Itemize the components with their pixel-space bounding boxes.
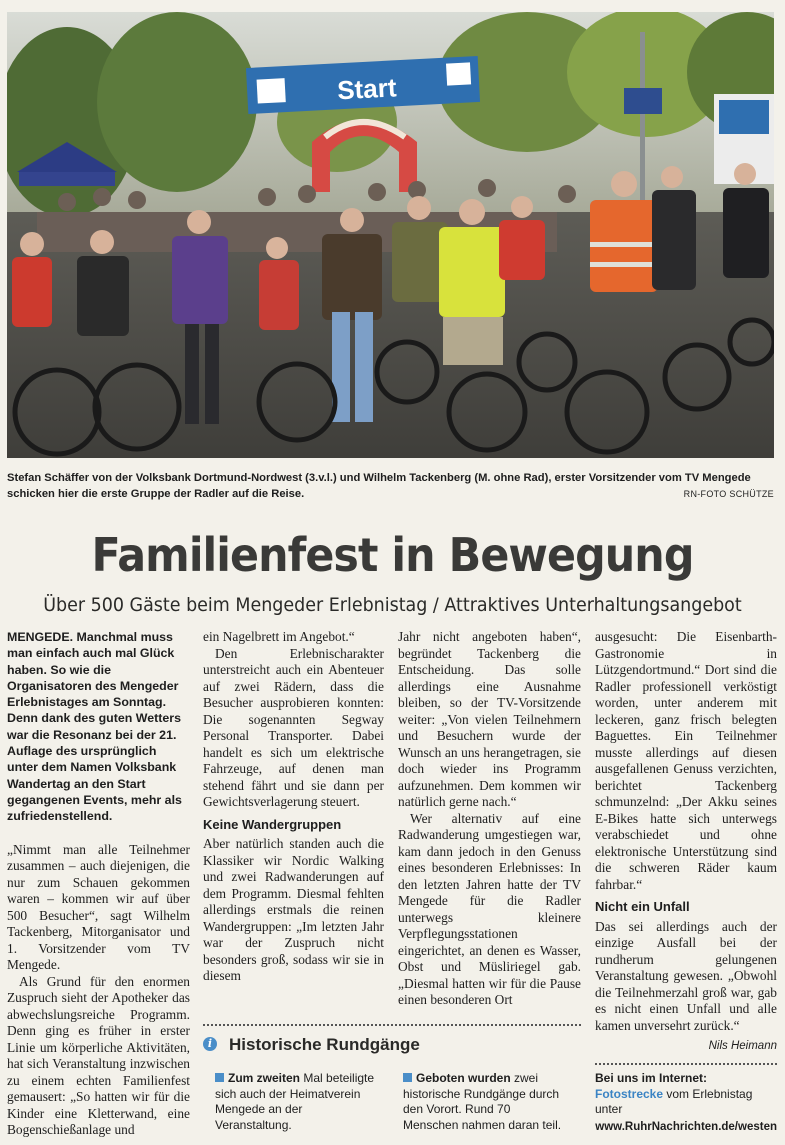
internet-heading: Bei uns im Internet: bbox=[595, 1071, 708, 1085]
info-item-text: zwei historische Rundgänge durch den Vorort. Rund 70 Menschen nahmen daran teil. bbox=[403, 1071, 562, 1132]
info-item-bold: Geboten wurden bbox=[416, 1071, 511, 1085]
photo-caption bbox=[7, 470, 774, 502]
subtitle: Über 500 Gäste beim Mengeder Erlebnistag / Attraktives Unterhaltungsangebot bbox=[43, 594, 742, 616]
internet-box bbox=[595, 1063, 777, 1135]
info-box bbox=[203, 1024, 581, 1142]
bullet-square-icon bbox=[215, 1073, 224, 1082]
paragraph: Den Erlebnischarakter unterstreicht auch ein Abenteuer auf zwei Rädern, dass die Besucher ausprobieren konnten: Die sogenannten Segway Personal Transporter. Dabei handelt es sich um elektrische Fahrzeuge, auf denen man stehend fährt und sie dann per Gewichtsverlagerung steuert. bbox=[203, 645, 384, 809]
info-item bbox=[215, 1071, 381, 1133]
paragraph: Wer alternativ auf eine Radwanderung umgestiegen war, kam dann jedoch in den Genuss eines besonderen Erlebnisses: In den letzten Jahren hatte der TV Mengede für die Radler unterwegs kleinere Verpflegungsstationen eingerichtet, an denen es Wasser, Obst und Müsliriegel gab. „Diesmal hatten wir für die Pause einen besonderen Ort bbox=[398, 810, 581, 1007]
banner-text: Start bbox=[336, 72, 398, 106]
paragraph: Als Grund für den enormen Zuspruch sieht der Apotheker das abwechslungsreiche Programm. Denn ging es früher in erster Linie um körperliche Aktivitäten, hat sich Veranstaltung inzwischen zu einem echten Familienfest gemausert: „So hatten wir für die Kinder eine Kletterwand, eine Bogenschießanlage und bbox=[7, 973, 190, 1138]
website-url[interactable]: www.RuhrNachrichten.de/westen bbox=[595, 1120, 777, 1133]
paragraph: ausgesucht: Die Eisenbarth-Gastronomie in Lützgendortmund.“ Dort sind die Radler professionell verköstigt worden, unter anderem mit leckeren, ganz frisch belegten Baguettes. Ein Teilnehmer musste allerdings auf diesen ausgefallenen Genuss verzichten, berichtet Tackenberg schmunzelnd: „Der Akku seines E-Bikes hatte sich unterwegs verabschiedet und ohne elektronische Unterstützung sind die schweren Räder kaum fahrbar.“ bbox=[595, 629, 777, 892]
photo-credit: RN-FOTO SCHÜTZE bbox=[683, 489, 774, 499]
subheading-wandergruppen: Keine Wandergruppen bbox=[203, 816, 342, 832]
caption-text: Stefan Schäffer von der Volksbank Dortmund-Nordwest (3.v.l.) und Wilhelm Tackenberg (M. ohne Rad), erster Vorsitzender vom TV Mengede schicken hier die erste Gruppe der Radler auf die Reise. bbox=[7, 472, 751, 500]
info-item-bold: Zum zweiten bbox=[228, 1071, 301, 1085]
author-name: Nils Heimann bbox=[708, 1040, 777, 1052]
paragraph: „Nimmt man alle Teilnehmer zusammen – auch diejenigen, die nur zum Schauen gekommen waren – kommen wir auf über 500 Besucher“, sagt Wilhelm Tackenberg, Mitorganisator und 1. Vorsitzender vom TV Mengede. bbox=[7, 841, 190, 973]
headline: Familienfest in Bewegung bbox=[91, 528, 694, 582]
article-column-1 bbox=[7, 629, 190, 1139]
info-item-text: Mal beteiligte sich auch der Heimatverein Mengede an der Veranstaltung. bbox=[215, 1071, 375, 1132]
info-box-title: Historische Rundgänge bbox=[229, 1035, 420, 1054]
paragraph: Jahr nicht angeboten haben“, begründet Tackenberg die Entscheidung. Das solle allerdings eine Ausnahme bleiben, so der TV-Vorsitzende weiter: „Von vielen Teilnehmern und Besuchern wurde der Wunsch an uns herangetragen, sie doch wieder ins Programm aufzunehmen. Dem kommen wir natürlich gerne nach.“ bbox=[398, 629, 581, 809]
photo-illustration bbox=[7, 12, 774, 458]
paragraph: ein Nagelbrett im Angebot.“ bbox=[203, 629, 355, 644]
lead-paragraph: MENGEDE. Manchmal muss man einfach auch mal Glück haben. So wie die Organisatoren des Mengeder Erlebnistages am Sonntag. Denn dank des guten Wetters war die Resonanz bei der 21. Auflage des ursprünglich unter dem Namen Volksbank Wandertag an den Start gegangenen Events, mehr als zufriedenstellend. bbox=[7, 630, 182, 824]
info-icon: i bbox=[203, 1037, 217, 1051]
info-item bbox=[403, 1071, 569, 1133]
paragraph: Aber natürlich standen auch die Klassiker wir Nordic Walking und zwei Radwanderungen auf dem Programm. Diesmal fehlten allerdings erstmals die reinen Wandergruppen: „Im letzten Jahr war der Zuspruch nicht besonders groß, sodass wir sie in diesem bbox=[203, 836, 384, 983]
bullet-square-icon bbox=[403, 1073, 412, 1082]
paragraph: Das sei allerdings auch der einzige Ausfall bei der rundherum gelungenen Veranstaltung gewesen. „Obwohl die Teilnehmerzahl groß war, gab es nicht einen Unfall und alle kamen unversehrt zurück.“ bbox=[595, 918, 777, 1033]
article-column-2 bbox=[203, 629, 384, 985]
subheading-unfall: Nicht ein Unfall bbox=[595, 899, 690, 914]
article-column-3 bbox=[398, 629, 581, 1009]
article-column-4 bbox=[595, 629, 777, 1055]
news-photo bbox=[7, 12, 774, 458]
photo-gallery-link[interactable]: Fotostrecke bbox=[595, 1086, 664, 1101]
internet-text: vom Erlebnistag unter bbox=[595, 1086, 753, 1116]
